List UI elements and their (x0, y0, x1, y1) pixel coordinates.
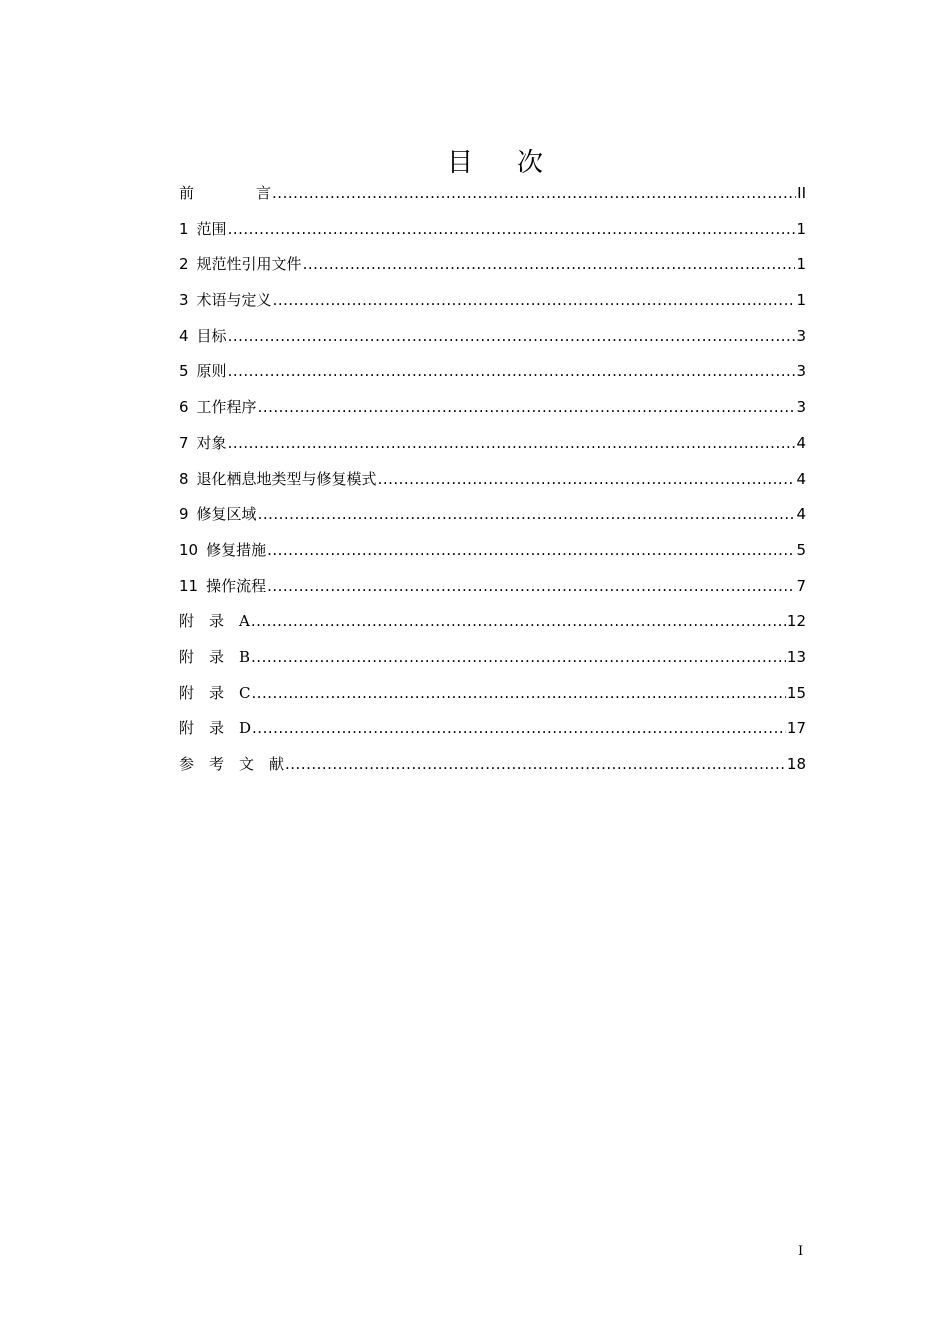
table-of-contents (179, 176, 806, 783)
toc-entry-number: 7 (179, 433, 189, 452)
toc-entry-label: 操作流程 (206, 576, 267, 595)
toc-entry-page: 3 (796, 362, 806, 381)
toc-entry-number: 3 (179, 291, 189, 310)
toc-entry-label: 规范性引用文件 (196, 255, 302, 274)
toc-entry-label: 原则 (196, 362, 227, 381)
toc-entry-label: 修复措施 (206, 540, 267, 559)
toc-entry-objects[interactable] (179, 426, 806, 462)
toc-entry-restoration-measures[interactable] (179, 533, 806, 569)
dot-leader (267, 569, 795, 605)
toc-entry-objectives[interactable] (179, 319, 806, 355)
toc-entry-page: 1 (796, 291, 806, 310)
dot-leader (251, 640, 786, 676)
toc-entry-page: 3 (796, 398, 806, 417)
toc-entry-page: 4 (796, 505, 806, 524)
toc-entry-label: 附 录 C (179, 683, 251, 702)
dot-leader (378, 462, 796, 498)
toc-entry-label: 术语与定义 (196, 291, 272, 310)
toc-entry-page: 7 (796, 576, 806, 595)
toc-entry-procedure[interactable] (179, 390, 806, 426)
toc-entry-terms[interactable] (179, 283, 806, 319)
dot-leader (258, 390, 796, 426)
toc-entry-label: 前 (179, 184, 195, 202)
toc-entry-number: 1 (179, 219, 189, 238)
toc-entry-number: 5 (179, 362, 189, 381)
toc-entry-label: 对象 (196, 433, 227, 452)
toc-entry-principles[interactable] (179, 354, 806, 390)
dot-leader (273, 283, 796, 319)
toc-entry-number: 6 (179, 398, 189, 417)
toc-entry-label: 工作程序 (196, 398, 257, 417)
toc-entry-restoration-area[interactable] (179, 497, 806, 533)
page-title-char-1: 目 (446, 148, 473, 178)
toc-entry-page: 5 (796, 540, 806, 559)
toc-entry-page: 17 (786, 719, 806, 738)
page-title-char-2: 次 (517, 148, 544, 178)
toc-entry-label: 附 录 B (179, 647, 251, 666)
toc-entry-appendix-c[interactable] (179, 676, 806, 712)
toc-entry-page: 1 (796, 219, 806, 238)
toc-entry-label: 目标 (196, 326, 227, 345)
dot-leader (267, 533, 795, 569)
toc-entry-page: 18 (786, 755, 806, 773)
dot-leader (228, 212, 796, 248)
toc-entry-page: 4 (796, 469, 806, 488)
toc-entry-label-2: 言 (256, 184, 272, 202)
toc-entry-label: 退化栖息地类型与修复模式 (196, 469, 377, 488)
toc-entry-number: 8 (179, 469, 189, 488)
toc-entry-page: 12 (786, 612, 806, 631)
toc-entry-page: 15 (786, 683, 806, 702)
toc-entry-number: 9 (179, 505, 189, 524)
dot-leader (258, 497, 796, 533)
dot-leader (251, 604, 786, 640)
dot-leader (303, 247, 796, 283)
toc-entry-operation-process[interactable] (179, 569, 806, 605)
toc-entry-page: 1 (796, 255, 806, 274)
toc-entry-number: 11 (179, 576, 199, 595)
footer-page-number: I (798, 1244, 804, 1259)
dot-leader (285, 747, 786, 783)
dot-leader (228, 426, 796, 462)
dot-leader (252, 711, 786, 747)
toc-entry-appendix-d[interactable] (179, 711, 806, 747)
toc-entry-normative-references[interactable] (179, 247, 806, 283)
toc-entry-label: 修复区域 (196, 505, 257, 524)
toc-entry-references[interactable] (179, 747, 806, 783)
toc-entry-page: 13 (786, 647, 806, 666)
toc-entry-number: 2 (179, 255, 189, 274)
toc-entry-appendix-b[interactable] (179, 640, 806, 676)
toc-entry-appendix-a[interactable] (179, 604, 806, 640)
toc-entry-page: 3 (796, 326, 806, 345)
dot-leader (228, 319, 796, 355)
toc-entry-label: 附 录 D (179, 719, 252, 738)
dot-leader (251, 676, 785, 712)
toc-entry-label: 附 录 A (179, 612, 250, 631)
toc-entry-number: 10 (179, 540, 199, 559)
toc-entry-number: 4 (179, 326, 189, 345)
dot-leader (272, 176, 796, 212)
toc-entry-page: II (797, 184, 806, 202)
toc-entry-label: 范围 (196, 219, 227, 238)
toc-entry-foreword[interactable] (179, 176, 806, 212)
toc-entry-page: 4 (796, 433, 806, 452)
dot-leader (228, 354, 796, 390)
toc-entry-habitat-types[interactable] (179, 462, 806, 498)
toc-entry-label: 参 考 文 献 (179, 755, 285, 773)
toc-entry-scope[interactable] (179, 212, 806, 248)
